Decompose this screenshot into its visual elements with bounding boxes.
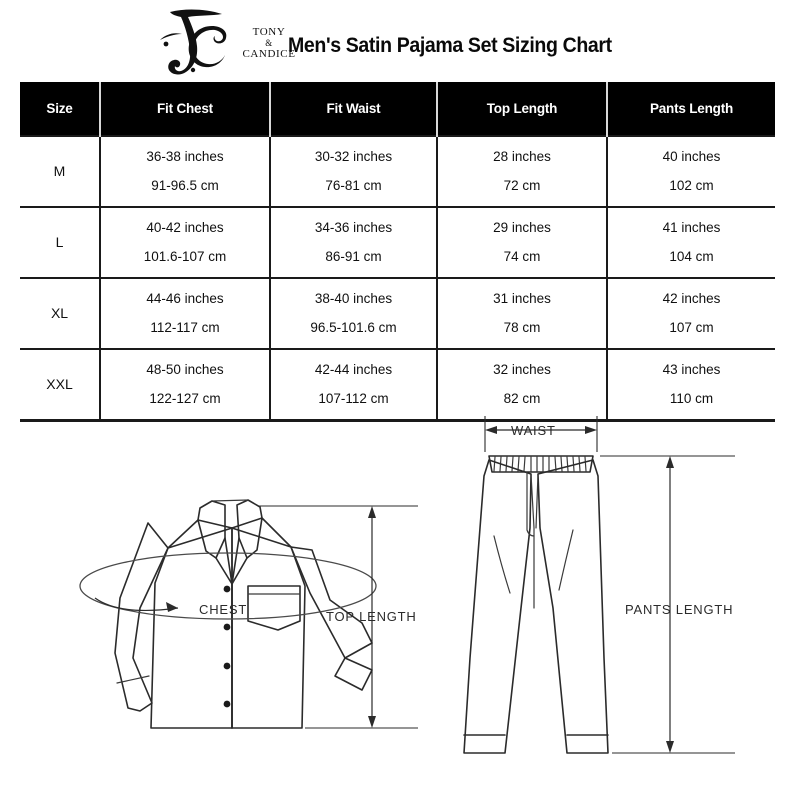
- top-length-inches: 28 inches: [493, 149, 551, 165]
- brand-line-candice: CANDICE: [242, 48, 296, 61]
- fit-chest-inches: 44-46 inches: [146, 291, 224, 307]
- size-value: L: [55, 233, 64, 250]
- brand-logo: [152, 6, 300, 78]
- fit-waist-cm: 86-91 cm: [325, 248, 382, 264]
- pants-length-inches: 42 inches: [662, 291, 721, 307]
- column-header-fit-waist: Fit Waist: [270, 82, 437, 136]
- fit-chest-cm: 122-127 cm: [149, 390, 221, 406]
- fit-chest-cm: 112-117 cm: [150, 319, 220, 335]
- pajama-pants-diagram: [464, 416, 735, 753]
- waist-arrowhead-right: [585, 426, 597, 434]
- cell-pants-length: [607, 207, 775, 278]
- top-length-inches: 29 inches: [493, 220, 551, 236]
- cell-pants-length: [607, 136, 775, 207]
- cell-size: [20, 278, 100, 349]
- waist-label: WAIST: [511, 423, 556, 438]
- top-length-cm: 82 cm: [503, 390, 541, 406]
- pants-length-cm: 104 cm: [669, 248, 714, 264]
- cell-pants-length: [607, 278, 775, 349]
- pajama-top-diagram: [80, 500, 418, 728]
- fit-waist-inches: 30-32 inches: [314, 149, 393, 165]
- top-length-inches: 32 inches: [493, 362, 551, 378]
- fit-chest-inches: 40-42 inches: [146, 220, 224, 236]
- cell-top-length: [437, 207, 607, 278]
- brand-line-amp: &: [265, 38, 273, 49]
- cell-fit-waist: [270, 278, 437, 349]
- chest-label: CHEST: [199, 602, 248, 617]
- pants-length-label: PANTS LENGTH: [625, 602, 734, 617]
- fit-waist-inches: 42-44 inches: [314, 362, 393, 378]
- pants-length-arrowhead-up: [666, 456, 674, 468]
- fit-waist-inches: 38-40 inches: [314, 291, 393, 307]
- pants-length-cm: 102 cm: [669, 177, 714, 193]
- table-row: [20, 278, 775, 349]
- page-header: [0, 0, 800, 82]
- top-length-cm: 78 cm: [503, 319, 541, 335]
- measurement-illustrations: [0, 408, 800, 800]
- fit-waist-cm: 107-112 cm: [318, 390, 389, 406]
- pants-length-cm: 107 cm: [669, 319, 714, 335]
- button-icon: [224, 624, 231, 631]
- cell-fit-waist: [270, 207, 437, 278]
- chest-arrow-line: [95, 598, 178, 610]
- cell-fit-chest: [100, 136, 270, 207]
- cell-size: [20, 207, 100, 278]
- cell-size: [20, 136, 100, 207]
- pants-length-cm: 110 cm: [669, 390, 714, 406]
- brand-line-tony: TONY: [252, 26, 286, 38]
- pants-length-arrowhead-down: [666, 741, 674, 753]
- waistband-elastic-hatching: [494, 457, 586, 471]
- top-length-label: TOP LENGTH: [326, 609, 417, 624]
- table-row: [20, 207, 775, 278]
- button-icon: [224, 701, 231, 708]
- column-header-top-length: Top Length: [437, 82, 607, 136]
- cell-top-length: [437, 136, 607, 207]
- top-length-arrowhead-up: [368, 506, 376, 518]
- cell-fit-chest: [100, 278, 270, 349]
- sizing-table: [20, 82, 775, 422]
- fit-waist-cm: 76-81 cm: [325, 177, 382, 193]
- top-length-inches: 31 inches: [493, 291, 551, 307]
- table-header-row: [20, 82, 775, 136]
- pants-length-inches: 43 inches: [662, 362, 721, 378]
- top-length-cm: 74 cm: [503, 248, 541, 264]
- top-length-arrowhead-down: [368, 716, 376, 728]
- fit-waist-cm: 96.5-101.6 cm: [310, 319, 397, 335]
- size-value: XL: [50, 304, 69, 321]
- size-value: M: [53, 162, 66, 179]
- top-length-cm: 72 cm: [503, 177, 541, 193]
- brand-monogram-icon: [152, 6, 244, 78]
- cell-fit-waist: [270, 136, 437, 207]
- garment-diagrams: [0, 408, 800, 800]
- chest-arrowhead: [166, 602, 178, 612]
- fit-chest-cm: 101.6-107 cm: [143, 248, 227, 264]
- button-icon: [224, 586, 231, 593]
- cell-fit-chest: [100, 207, 270, 278]
- fit-chest-inches: 36-38 inches: [146, 149, 224, 165]
- column-header-pants-length: Pants Length: [607, 82, 775, 136]
- pants-length-inches: 41 inches: [662, 220, 721, 236]
- fit-chest-inches: 48-50 inches: [146, 362, 224, 378]
- column-header-fit-chest: Fit Chest: [100, 82, 270, 136]
- fit-chest-cm: 91-96.5 cm: [151, 177, 219, 193]
- waist-arrowhead-left: [485, 426, 497, 434]
- size-value: XXL: [46, 375, 73, 392]
- button-icon: [224, 663, 231, 670]
- fit-waist-inches: 34-36 inches: [314, 220, 393, 236]
- column-header-size: Size: [20, 82, 100, 136]
- table-row: [20, 136, 775, 207]
- pants-length-inches: 40 inches: [662, 149, 721, 165]
- page-title: Men's Satin Pajama Set Sizing Chart: [288, 34, 612, 57]
- cell-top-length: [437, 278, 607, 349]
